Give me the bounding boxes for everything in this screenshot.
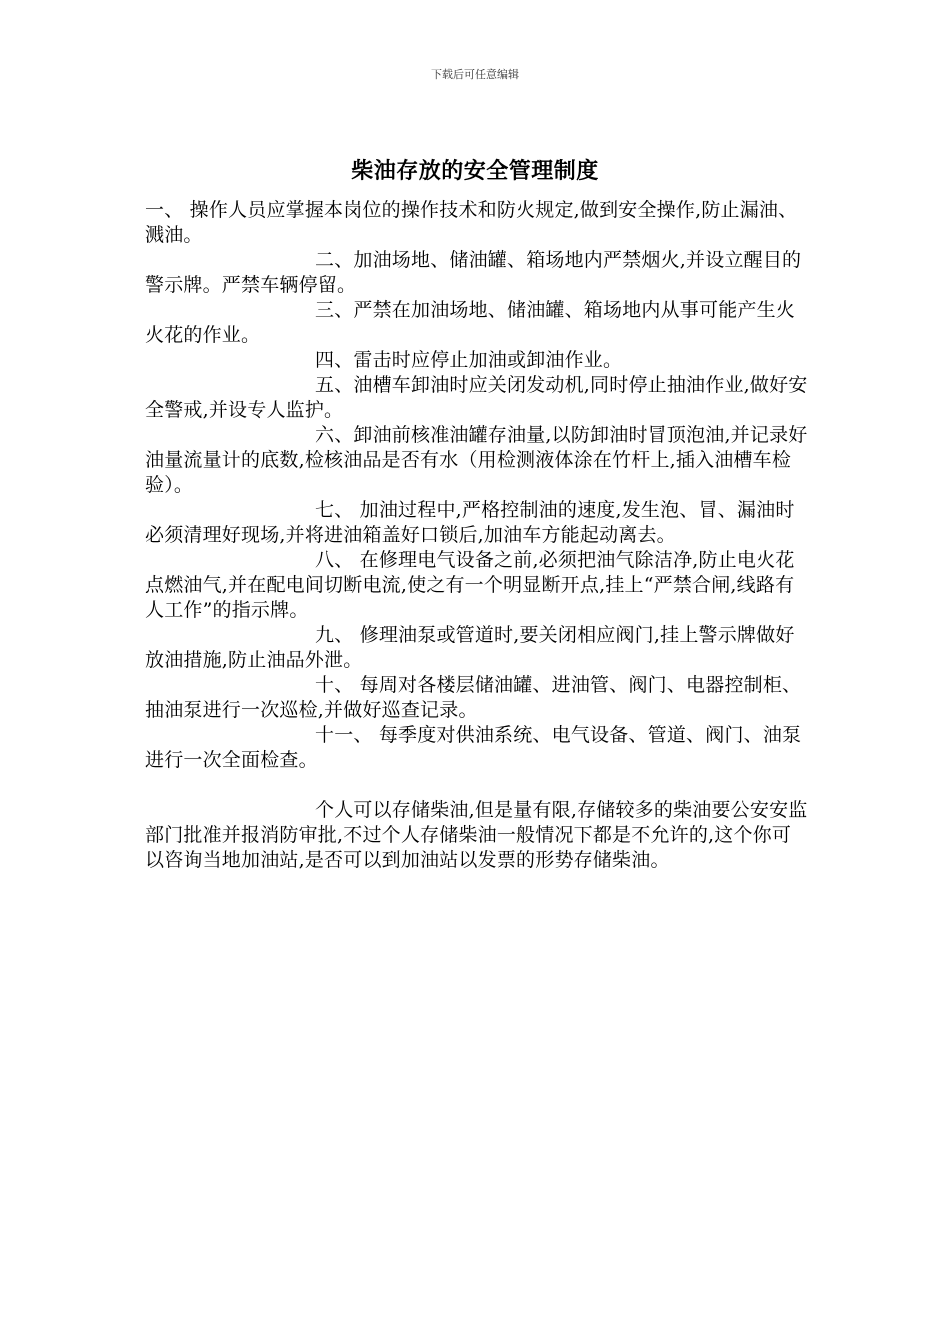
- paragraph-4: 四、雷击时应停止加油或卸油作业。: [315, 349, 623, 371]
- paragraph-11: 十一、 每季度对供油系统、电气设备、管道、阀门、油泵进行一次全面检查。: [145, 724, 802, 771]
- page-header: 下载后可任意编辑: [431, 68, 519, 81]
- paragraph-6: 六、卸油前核准油罐存油量,以防卸油时冒顶泡油,并记录好油量流量计的底数,检核油品是否有水（用检测液体涂在竹杆上,插入油槽车检验）。: [145, 424, 808, 496]
- paragraph-10: 十、 每周对各楼层储油罐、进油管、阀门、电器控制柜、抽油泵进行一次巡检,并做好巡查记录。: [145, 674, 802, 721]
- paragraph-9: 九、 修理油泵或管道时,要关闭相应阀门,挂上警示牌做好放油措施,防止油品外泄。: [145, 624, 795, 671]
- document-body: [145, 198, 810, 873]
- paragraph-gap: [145, 773, 810, 798]
- paragraph-5: 五、油槽车卸油时应关闭发动机,同时停止抽油作业,做好安全警戒,并设专人监护。: [145, 374, 808, 421]
- paragraph-7: 七、 加油过程中,严格控制油的速度,发生泡、冒、漏油时必须清理好现场,并将进油箱盖好口锁后,加油车方能起动离去。: [145, 499, 795, 546]
- paragraph-8: 八、 在修理电气设备之前,必须把油气除洁净,防止电火花点燃油气,并在配电间切断电流,使之有一个明显断开点,挂上“严禁合闸,线路有人工作”的指示牌。: [145, 549, 795, 621]
- closing-paragraph: 个人可以存储柴油,但是量有限,存储较多的柴油要公安安监部门批准并报消防审批,不过个人存储柴油一般情况下都是不允许的,这个你可以咨询当地加油站,是否可以到加油站以发票的形势存储柴油。: [145, 799, 808, 871]
- paragraph-3: 三、严禁在加油场地、储油罐、箱场地内从事可能产生火火花的作业。: [145, 299, 796, 346]
- paragraph-2: 二、加油场地、储油罐、箱场地内严禁烟火,并设立醒目的警示牌。严禁车辆停留。: [145, 249, 802, 296]
- paragraph-1: 一、 操作人员应掌握本岗位的操作技术和防火规定,做到安全操作,防止漏油、溅油。: [145, 199, 798, 246]
- document-title: 柴油存放的安全管理制度: [351, 159, 599, 184]
